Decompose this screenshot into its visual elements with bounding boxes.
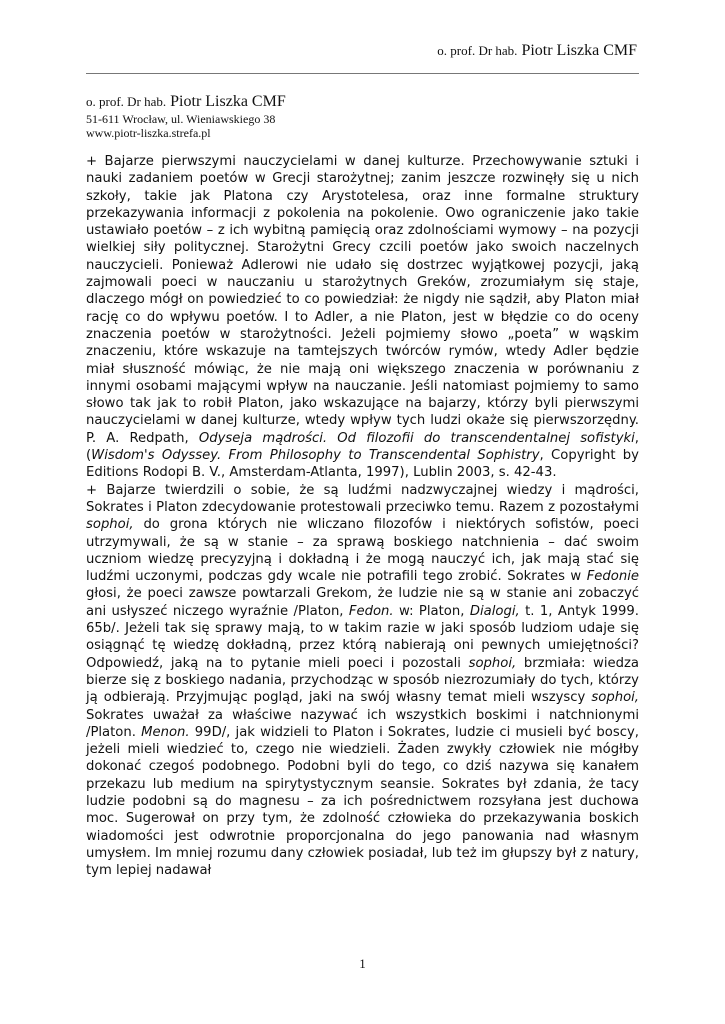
author-title-line [86, 92, 286, 112]
body-text [86, 153, 639, 879]
text-run: w: Platon, [393, 603, 470, 619]
italic-text: Menon. [141, 724, 190, 740]
running-header [437, 42, 637, 60]
italic-text: Fedon. [348, 603, 394, 619]
header-name: Piotr Liszka CMF [521, 42, 637, 59]
text-run: 99D/, jak widzieli to Platon i Sokrates, ludzie ci musieli być boscy, jeżeli mieli wiedzieć to, czego nie wiedzieli. Żaden zwykły człowiek nie mógłby dokonać czegoś podobnego. Podobni byli do tego, co dziś nazywa się kanałem przekazu lub medium na spirytystycznym seansie. Sokrates był zdania, że tacy ludzie podobni są do magnesu – za ich pośrednictwem rozsyłana jest duchowa moc. Sugerował on przy tym, że zdolność człowieka do przekazywania boskich wiadomości jest odwrotnie proporcjonalna do jego panowania nad własnym umysłem. Im mniej rozumu dany człowiek posiadał, lub też im głupszy był z natury, tym lepiej nadawał [86, 724, 639, 879]
italic-text: Fedonie [586, 569, 639, 585]
text-run: brzmiała: wiedza bierze się z boskiego nadania, przychodząc w sposób niezrozumiały do tych, którzy ją odbierają. Przyjmując pogląd, jaki na swój własny temat mieli wszyscy [86, 655, 639, 706]
text-run: do grona których nie wliczano filozofów i niektórych sofistów, poeci utrzymywali, że są w stanie – za sprawą boskiego natchnienia – dać swoim uczniom wiedzę precyzyjną i dokładną i że mogą nauczyć ich, jak mają stać się ludźmi uczonymi, podczas gdy wcale nie potrafili tego zrobić. Sokrates w [86, 517, 639, 585]
text-run: + Bajarze twierdzili o sobie, że są ludźmi nadzwyczajnej wiedzy i mądrości, Sokrates i Platon zdecydowanie protestowali przeciwko temu. Razem z pozostałymi [86, 482, 639, 515]
text-run: t. 1, Antyk 1999. 65b/. Jeżeli tak się sprawy mają, to w takim razie w jaki sposób ludziom udaje się osiągnąć tę wiedzę dokładną, przez którą nabierają oni pewnych umiejętności? Odpowiedź, jaką na to pytanie mieli poeci i pozostali [86, 603, 639, 671]
page-number: 1 [359, 956, 366, 971]
header-prefix: o. prof. Dr hab. [437, 43, 518, 58]
text-run: głosi, że poeci zawsze powtarzali Grekom, że ludzie nie są w stanie ani zobaczyć ani usłyszeć niczego wyraźnie /Platon, [86, 586, 639, 619]
italic-text: sophoi, [468, 655, 517, 671]
author-block [86, 92, 286, 140]
author-prefix: o. prof. Dr hab. [86, 94, 167, 109]
header-divider [86, 73, 639, 74]
author-website: www.piotr-liszka.strefa.pl [86, 126, 211, 140]
paragraph [86, 153, 639, 482]
italic-text: Dialogi, [469, 603, 520, 619]
author-address: 51-611 Wrocław, ul. Wieniawskiego 38 [86, 112, 276, 126]
italic-text: sophoi, [86, 517, 134, 533]
text-run: , ( [86, 430, 639, 464]
text-run: Sokrates uważał za właściwe nazywać ich wszystkich boskimi i natchnionymi /Platon. [86, 707, 639, 740]
text-run: + Bajarze pierwszymi nauczycielami w danej kulturze. Przechowywanie sztuki i nauki zadaniem poetów w Grecji starożytnej; zanim jeszcze rozwinęły się u nich szkoły, takie jak Platona czy Arystotelesa, oraz inne formalne struktury przekazywania informacji z pokolenia na pokolenie. Owo ograniczenie jako takie ustawiało poetów – z ich wybitną pamięcią oraz zdolnościami wymowy – na pozycji wielkiej siły politycznej. Starożytni Grecy czcili poetów jako swoich naczelnych nauczycieli. Ponieważ Adlerowi nie udało się dostrzec wyjątkowej pozycji, jaką zajmowali poeci w nauczaniu u starożytnych Greków, zrozumiałym się staje, dlaczego mógł on powiedzieć to co powiedział: że nigdy nie sądził, aby Platon miał rację co do wpływu poetów. I to Adler, a nie Platon, jest w błędzie co do oceny znaczenia poetów w starożytności. Jeżeli pojmiemy słowo „poeta” w wąskim znaczeniu, które wskazuje na tamtejszych twórców rymów, wtedy Adler będzie miał słuszność mówiąc, że nie mają oni większego znaczenia w porównaniu z innymi osobami mającymi wpływ na nauczanie. Jeśli natomiast pojmiemy to samo słowo tak jak to robił Platon, jako wskazujące na bajarzy, którzy byli pierwszymi nauczycielami w danej kulturze, wtedy wpływ tych ludzi okaże się pierwszorzędny. P. A. Redpath, [86, 154, 639, 446]
paragraph [86, 482, 639, 880]
italic-text: Odyseja mądrości. Od filozofii do transcendentalnej sofistyki [198, 430, 635, 446]
italic-text: sophoi, [591, 690, 639, 706]
italic-text: Wisdom's Odyssey. From Philosophy to Transcendental Sophistry [91, 448, 540, 464]
author-name: Piotr Liszka CMF [170, 93, 286, 110]
text-run: , Copyright by Editions Rodopi B. V., Amsterdam-Atlanta, 1997), Lublin 2003, s. 42-43. [86, 448, 639, 481]
